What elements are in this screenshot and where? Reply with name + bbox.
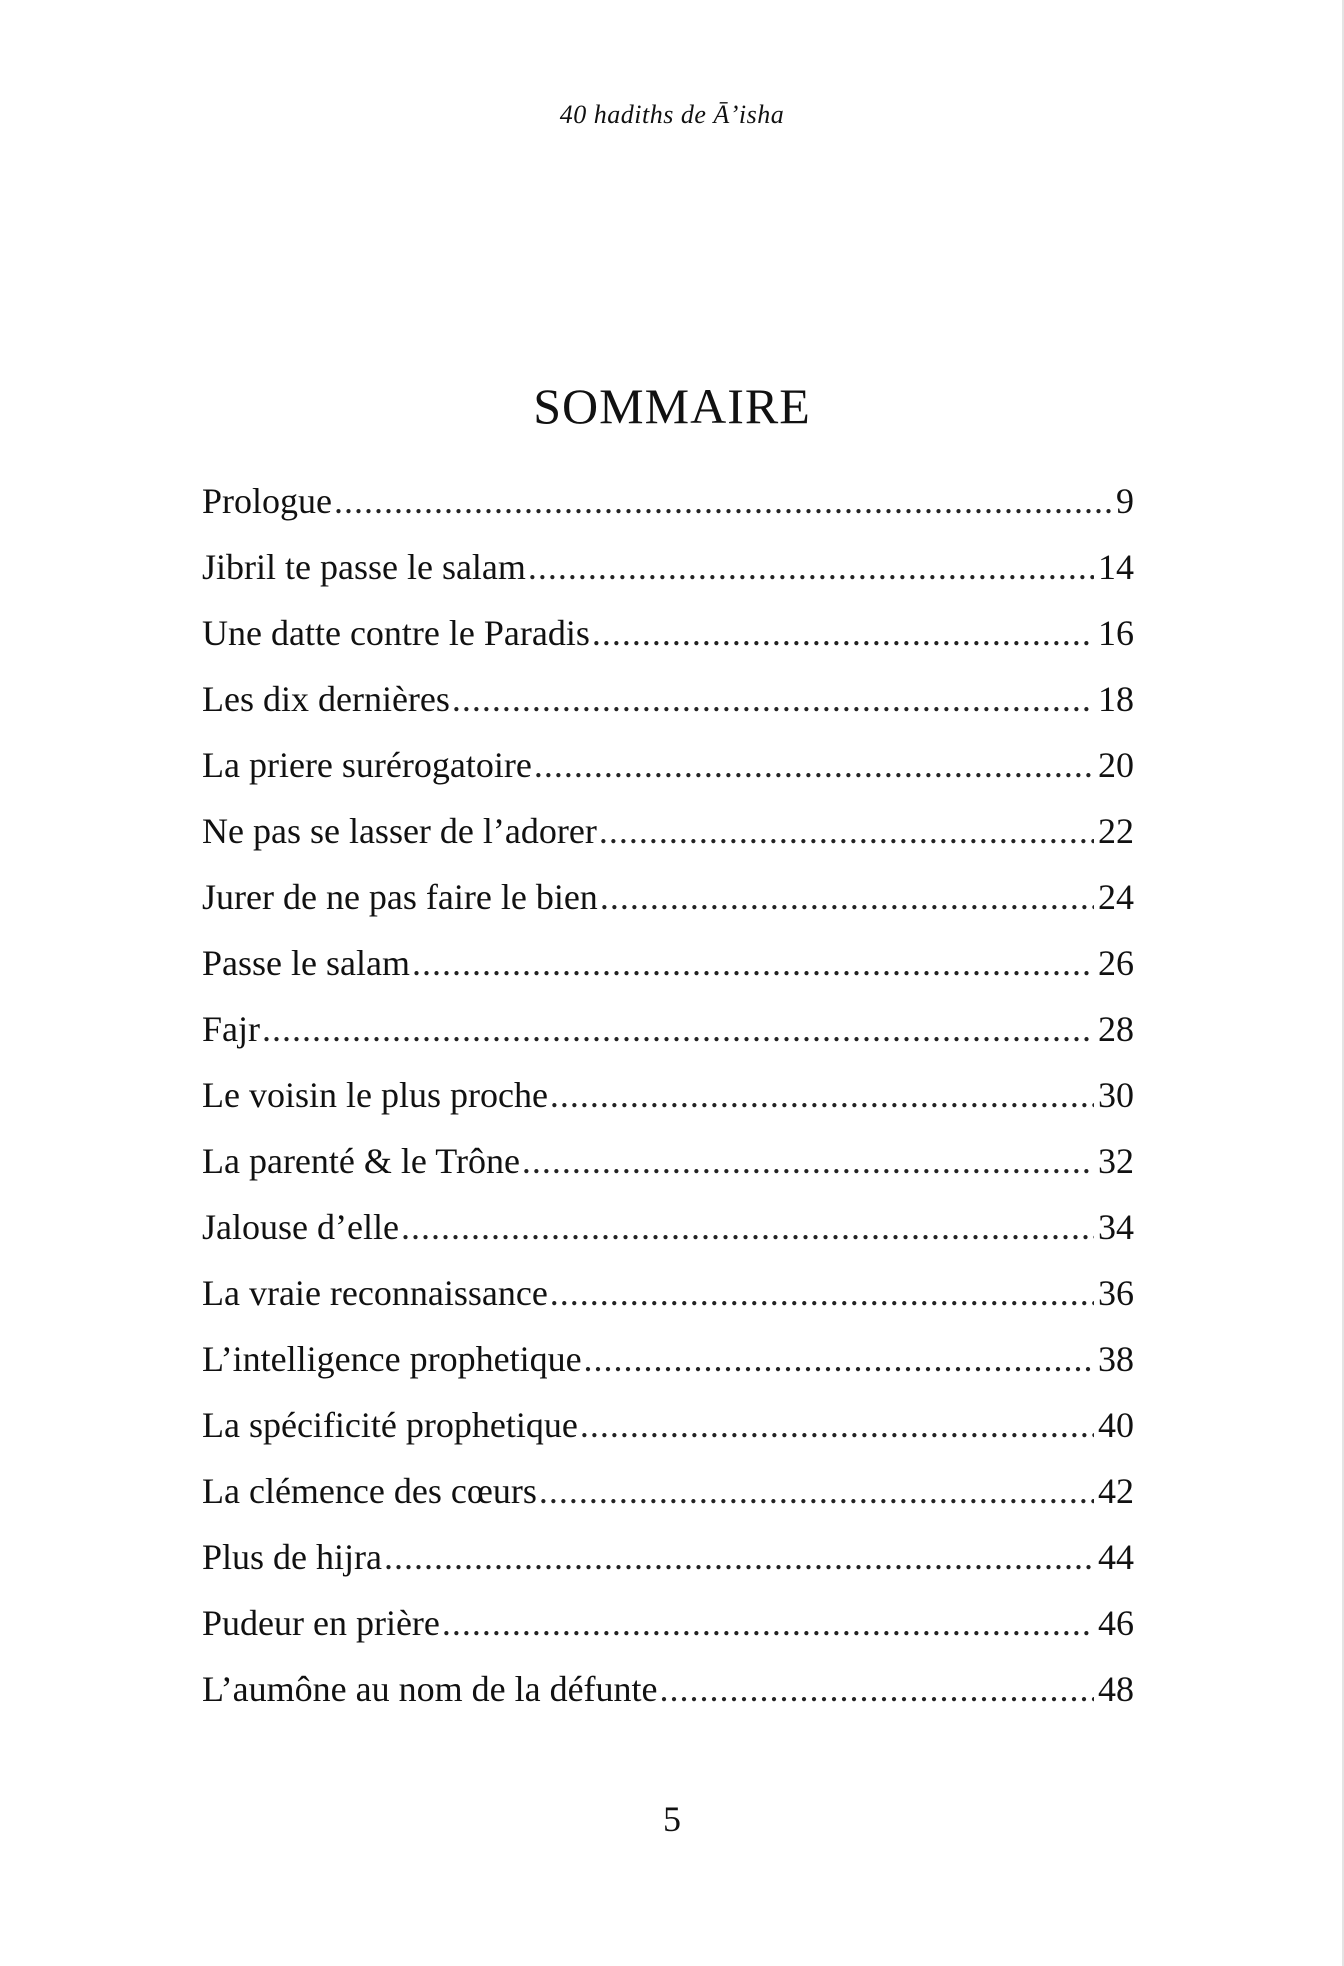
toc-entry[interactable] <box>202 1656 1134 1722</box>
toc-entry-label: La spécificité prophetique <box>202 1405 578 1445</box>
dot-leader <box>522 1128 1094 1194</box>
toc-entry-label: L’aumône au nom de la défunte <box>202 1669 658 1709</box>
toc-entry-page: 24 <box>1098 877 1134 917</box>
page-number: 5 <box>663 1799 681 1839</box>
dot-leader <box>660 1656 1094 1722</box>
page-title: SOMMAIRE <box>533 377 811 434</box>
toc-entry-page: 9 <box>1116 481 1134 521</box>
running-header: 40 hadiths de Ā’isha <box>559 100 785 129</box>
toc-entry-page: 14 <box>1098 547 1134 587</box>
toc-entry-page: 46 <box>1098 1603 1134 1643</box>
toc-entry-page: 34 <box>1098 1207 1134 1247</box>
toc-entry-label: La vraie reconnaissance <box>202 1273 548 1313</box>
dot-leader <box>262 996 1094 1062</box>
toc-entry-page: 16 <box>1098 613 1134 653</box>
toc-entry-page: 44 <box>1098 1537 1134 1577</box>
toc-entry-page: 38 <box>1098 1339 1134 1379</box>
table-of-contents <box>202 468 1134 1722</box>
toc-entry[interactable] <box>202 1458 1134 1524</box>
toc-entry-page: 30 <box>1098 1075 1134 1115</box>
dot-leader <box>600 864 1094 930</box>
toc-entry[interactable] <box>202 600 1134 666</box>
toc-entry-label: Jalouse d’elle <box>202 1207 399 1247</box>
dot-leader <box>599 798 1094 864</box>
toc-entry-page: 32 <box>1098 1141 1134 1181</box>
toc-entry-page: 48 <box>1098 1669 1134 1709</box>
toc-entry-label: L’intelligence prophetique <box>202 1339 582 1379</box>
toc-entry-label: La parenté & le Trône <box>202 1141 520 1181</box>
toc-entry-page: 40 <box>1098 1405 1134 1445</box>
toc-entry[interactable] <box>202 1392 1134 1458</box>
toc-entry[interactable] <box>202 864 1134 930</box>
dot-leader <box>452 666 1094 732</box>
toc-entry[interactable] <box>202 1128 1134 1194</box>
toc-entry-page: 36 <box>1098 1273 1134 1313</box>
dot-leader <box>412 930 1094 996</box>
dot-leader <box>580 1392 1094 1458</box>
toc-entry-label: Pudeur en prière <box>202 1603 440 1643</box>
toc-entry[interactable] <box>202 468 1134 534</box>
dot-leader <box>539 1458 1094 1524</box>
toc-entry-page: 28 <box>1098 1009 1134 1049</box>
toc-entry[interactable] <box>202 732 1134 798</box>
toc-entry-label: Fajr <box>202 1009 260 1049</box>
toc-entry-page: 20 <box>1098 745 1134 785</box>
toc-entry[interactable] <box>202 534 1134 600</box>
dot-leader <box>442 1590 1094 1656</box>
toc-entry[interactable] <box>202 996 1134 1062</box>
toc-entry[interactable] <box>202 1260 1134 1326</box>
dot-leader <box>384 1524 1094 1590</box>
dot-leader <box>550 1062 1094 1128</box>
toc-entry-label: Jurer de ne pas faire le bien <box>202 877 598 917</box>
toc-entry[interactable] <box>202 930 1134 996</box>
dot-leader <box>592 600 1094 666</box>
toc-entry-label: Le voisin le plus proche <box>202 1075 548 1115</box>
toc-entry[interactable] <box>202 1524 1134 1590</box>
dot-leader <box>550 1260 1094 1326</box>
toc-entry-label: Jibril te passe le salam <box>202 547 526 587</box>
toc-entry[interactable] <box>202 1194 1134 1260</box>
toc-entry-page: 26 <box>1098 943 1134 983</box>
toc-entry[interactable] <box>202 798 1134 864</box>
toc-entry-page: 18 <box>1098 679 1134 719</box>
toc-entry-label: Prologue <box>202 481 332 521</box>
toc-entry[interactable] <box>202 1590 1134 1656</box>
toc-entry-label: Une datte contre le Paradis <box>202 613 590 653</box>
dot-leader <box>334 468 1112 534</box>
toc-entry-label: Passe le salam <box>202 943 410 983</box>
toc-entry[interactable] <box>202 1326 1134 1392</box>
dot-leader <box>534 732 1094 798</box>
toc-entry-label: La clémence des cœurs <box>202 1471 537 1511</box>
toc-entry-page: 22 <box>1098 811 1134 851</box>
toc-entry-page: 42 <box>1098 1471 1134 1511</box>
toc-entry[interactable] <box>202 1062 1134 1128</box>
toc-entry-label: Les dix dernières <box>202 679 450 719</box>
toc-entry-label: Ne pas se lasser de l’adorer <box>202 811 597 851</box>
toc-entry-label: Plus de hijra <box>202 1537 382 1577</box>
dot-leader <box>528 534 1094 600</box>
dot-leader <box>401 1194 1094 1260</box>
toc-entry-label: La priere surérogatoire <box>202 745 532 785</box>
toc-entry[interactable] <box>202 666 1134 732</box>
dot-leader <box>584 1326 1094 1392</box>
